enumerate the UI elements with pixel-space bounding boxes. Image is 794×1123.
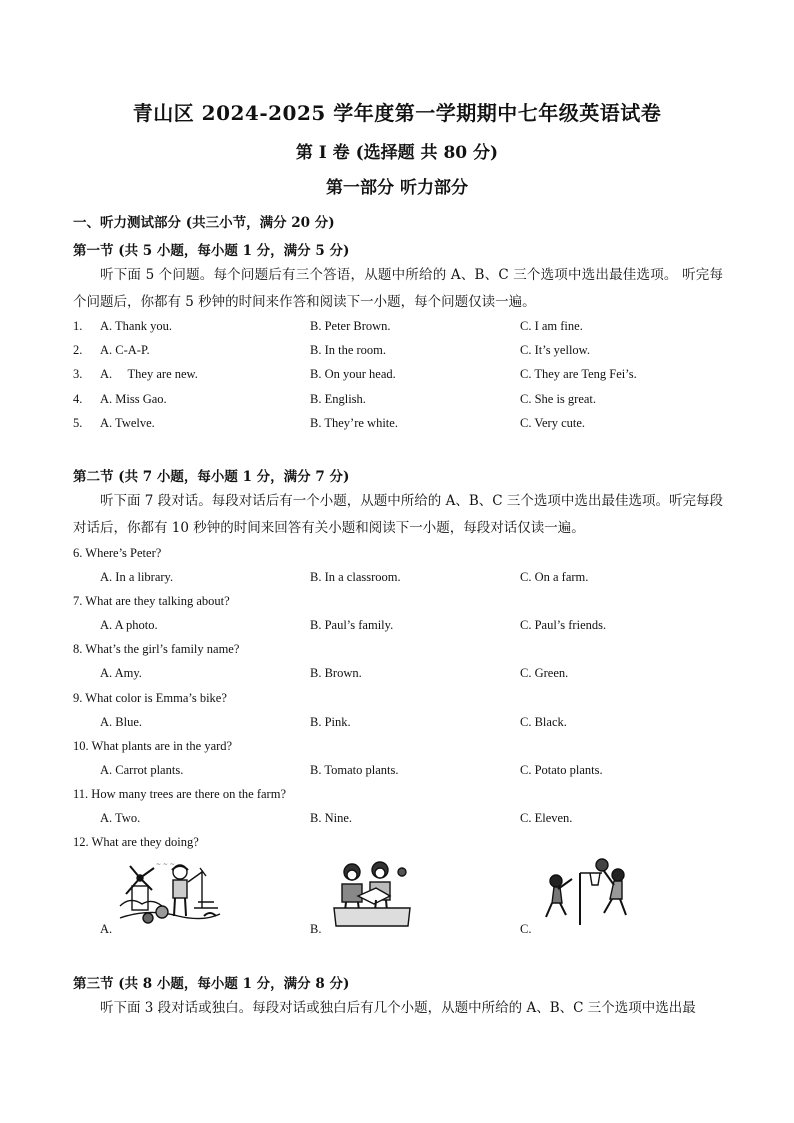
option-c: C. She is great. (520, 392, 597, 406)
option-c-label: C. (520, 922, 532, 936)
option-c: C. Black. (520, 715, 567, 729)
svg-text:~ ~ ~: ~ ~ ~ (156, 861, 175, 868)
children-reading-picture (330, 860, 414, 928)
question-stem: 10. What plants are in the yard? (73, 739, 233, 753)
option-a: A. Miss Gao. (100, 392, 167, 406)
part-heading: 第一部分 听力部分 (326, 178, 468, 198)
question-stem: 7. What are they talking about? (73, 594, 230, 608)
option-b: B. Brown. (310, 666, 362, 680)
option-a: A. C-A-P. (100, 343, 150, 357)
option-a: A. Two. (100, 811, 141, 825)
option-c: C. Very cute. (520, 416, 586, 430)
subsection2-instructions: 听下面 7 段对话。每段对话后有一个小题，从题中所给的 A、B、C 三个选项中选出最佳选项。听完每段对话后，你都有 10 秒钟的时间来回答有关小题和阅读下一小题，每段对话仅读一遍。 (73, 493, 723, 536)
option-c: C. They are Teng Fei’s. (520, 367, 637, 381)
question-stem: 11. How many trees are there on the farm? (73, 787, 286, 801)
subsection1-heading: 第一节 (共 5 小题，每小题 1 分，满分 5 分) (73, 243, 350, 259)
basketball-picture (540, 855, 632, 927)
option-c: C. Paul’s friends. (520, 618, 607, 632)
option-b: B. Pink. (310, 715, 351, 729)
option-c: C. It’s yellow. (520, 343, 591, 357)
option-b: B. Paul’s family. (310, 618, 394, 632)
question-number: 2. (73, 343, 83, 357)
option-c: C. Eleven. (520, 811, 573, 825)
option-b: B. Nine. (310, 811, 353, 825)
question-number: 4. (73, 392, 83, 406)
option-b: B. They’re white. (310, 416, 398, 430)
option-a: A. In a library. (100, 570, 174, 584)
option-a: A. They are new. (100, 367, 198, 381)
subsection1-instructions: 听下面 5 个问题。每个问题后有三个答语，从题中所给的 A、B、C 三个选项中选出最佳选项。 听完每个问题后，你都有 5 秒钟的时间来作答和阅读下一小题，每个问题仅读一遍。 (73, 267, 723, 310)
option-c: C. Potato plants. (520, 763, 603, 777)
question-stem: 12. What are they doing? (73, 835, 199, 849)
question-stem: 8. What’s the girl’s family name? (73, 642, 240, 656)
option-b-label: B. (310, 922, 322, 936)
option-c: C. Green. (520, 666, 569, 680)
option-a: A. Twelve. (100, 416, 155, 430)
volume-heading: 第 I 卷 (选择题 共 80 分) (295, 143, 499, 163)
option-a: A. Blue. (100, 715, 143, 729)
question-stem: 9. What color is Emma’s bike? (73, 691, 227, 705)
option-b: B. In the room. (310, 343, 387, 357)
exam-title: 青山区 2024-2025 学年度第一学期期中七年级英语试卷 (132, 101, 662, 125)
option-a: A. Thank you. (100, 319, 172, 333)
option-b: B. Peter Brown. (310, 319, 391, 333)
option-a-label: A. (100, 922, 113, 936)
option-b: B. English. (310, 392, 366, 406)
option-a: A. Carrot plants. (100, 763, 184, 777)
option-b: B. Tomato plants. (310, 763, 399, 777)
subsection2-heading: 第二节 (共 7 小题，每小题 1 分，满分 7 分) (73, 469, 350, 485)
option-c: C. On a farm. (520, 570, 589, 584)
option-b: B. On your head. (310, 367, 396, 381)
question-number: 5. (73, 416, 83, 430)
subsection3-instructions: 听下面 3 段对话或独白。每段对话或独白后有几个小题，从题中所给的 A、B、C 三个选项中选出最 (100, 1000, 696, 1016)
question-number: 1. (73, 319, 83, 333)
option-c: C. I am fine. (520, 319, 583, 333)
question-number: 3. (73, 367, 83, 381)
option-b: B. In a classroom. (310, 570, 401, 584)
question-stem: 6. Where’s Peter? (73, 546, 162, 560)
option-a: A. Amy. (100, 666, 142, 680)
option-a: A. A photo. (100, 618, 158, 632)
section1-heading: 一、听力测试部分 (共三小节，满分 20 分) (73, 215, 335, 231)
farm-picture (118, 858, 222, 926)
subsection3-heading: 第三节 (共 8 小题，每小题 1 分，满分 8 分) (73, 976, 350, 992)
